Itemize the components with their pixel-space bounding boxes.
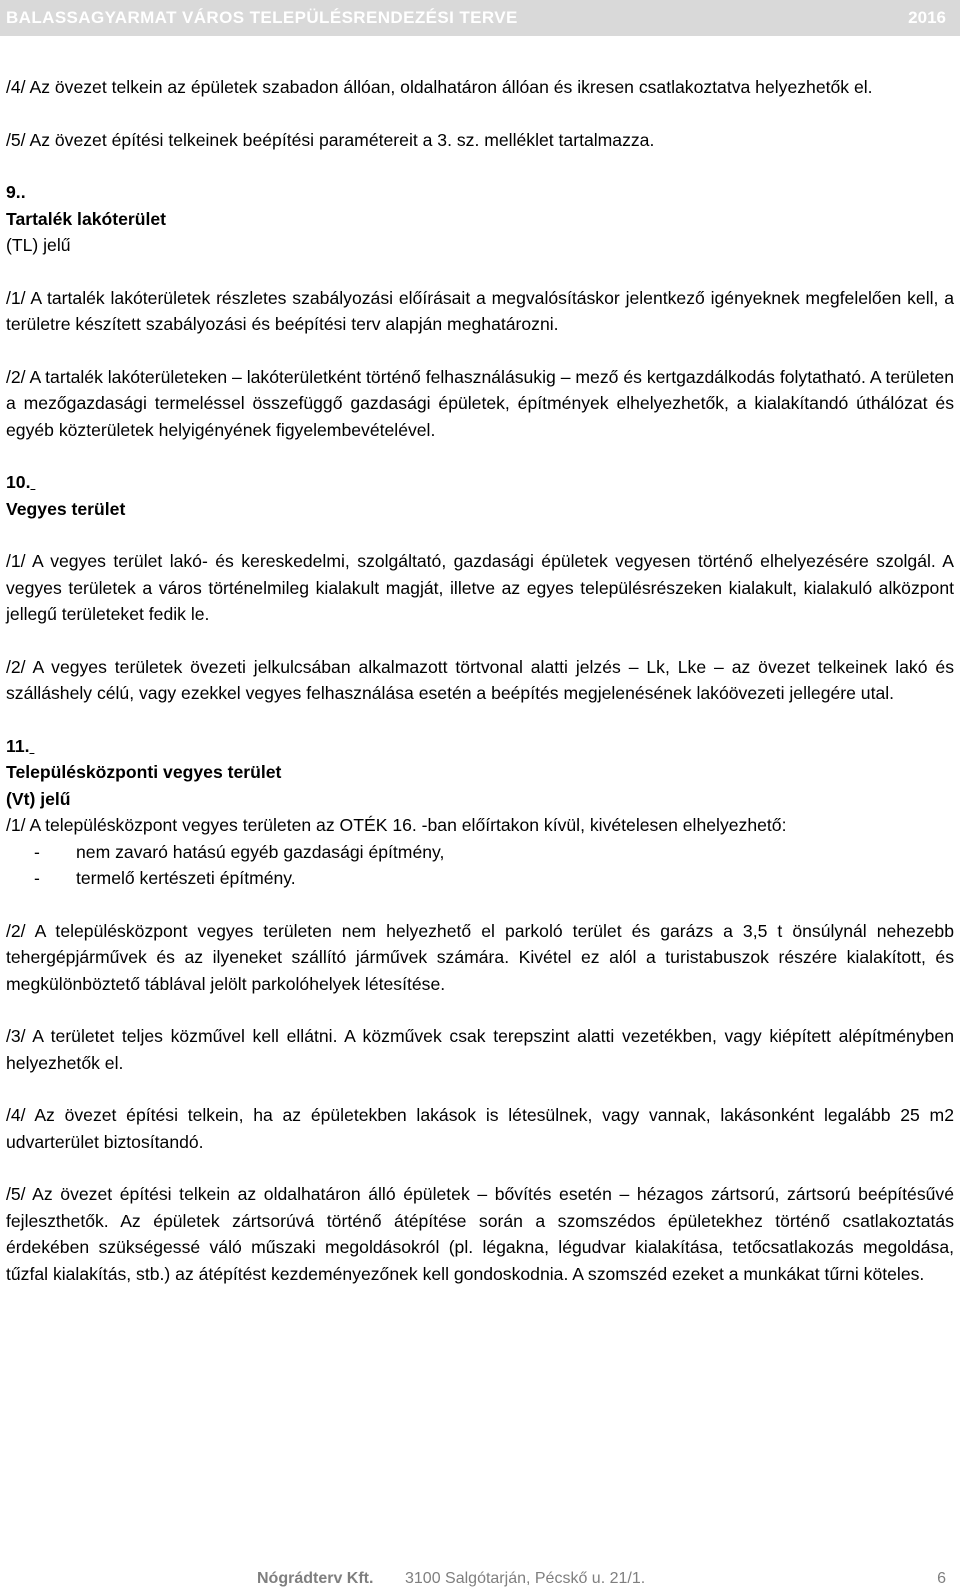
section-9-number: 9.. (6, 182, 26, 202)
paragraph-5: /5/ Az övezet építési telkeinek beépítési paramétereit a 3. sz. melléklet tartalmazza. (6, 129, 655, 150)
document-title: BALASSAGYARMAT VÁROS TELEPÜLÉSRENDEZÉSI TERVE (6, 8, 518, 27)
section-10-paragraph-2: /2/ A vegyes területek övezeti jelkulcsában alkalmazott törtvonal alatti jelzés – Lk, Lke – az övezet telkeinek lakó és szálláshely célú, vagy ezekkel vegyes felhasználása esetén a beépítés megjelenésének lakóövezeti jellegére utal. (6, 656, 954, 703)
footer-address: 3100 Salgótarján, Pécskő u. 21/1. (405, 1570, 646, 1587)
section-11-paragraph-4: /4/ Az övezet építési telkein, ha az épületekben lakások is létesülnek, vagy vannak, lakásonként legalább 25 m2 udvarterület biztosítandó. (6, 1105, 954, 1152)
section-11-paragraph-3: /3/ A területet teljes közművel kell ellátni. A közművek csak terepszint alatti vezetékben, vagy kiépített alépítményben helyezhetők el. (6, 1026, 954, 1073)
document-year: 2016 (908, 8, 946, 27)
section-11-subtitle: (Vt) jelű (6, 788, 71, 809)
page-footer (0, 1570, 960, 1593)
section-11-list (6, 839, 954, 892)
section-11-paragraph-1: /1/ A településközpont vegyes területen az OTÉK 16. -ban előírtakon kívül, kivételesen elhelyezhető: (6, 815, 787, 835)
section-9-paragraph-1: /1/ A tartalék lakóterületek részletes szabályozási előírásait a megvalósításkor jelentkező igényeknek megfelelően kell, a területre készített szabályozási és beépítési terv alapján meghatározni. (6, 287, 954, 334)
section-10-paragraph-1: /1/ A vegyes terület lakó- és kereskedelmi, szolgáltató, gazdasági épületek vegyesen történő elhelyezésére szolgál. A vegyes területek a város történelmileg kialakult magját, illetve az egyes településrészeken kialakult, kialakuló alközpont jellegű területeket fedik le. (6, 551, 954, 624)
section-11-paragraph-5: /5/ Az övezet építési telkein az oldalhatáron álló épületek – bővítés esetén – hézagos zártsorú, zártsorú beépítésűvé fejleszthetők. Az épületek zártsorúvá történő átépítése során a szomszédos épületekhez történő csatlakoztatás érdekében szükségessé váló műszaki megoldásokról (pl. légakna, légudvar kialakítása, tetőcsatlakozás megoldása, tűzfal kialakítás, stb.) az átépítést kezdeményezőnek kell gondoskodnia. A szomszéd ezeket a munkákat tűrni köteles. (6, 1184, 954, 1284)
section-11-title: Településközponti vegyes terület (6, 762, 282, 782)
section-11-paragraph-2: /2/ A településközpont vegyes területen nem helyezhető el parkoló terület és garázs a 3,5 t önsúlynál nehezebb tehergépjárművek és az ilyeneket szállító járművek számára. Kivétel ez alól a turistabuszok részére kialakított, és megkülönböztető táblával jelölt parkolóhelyek létesítése. (6, 920, 954, 994)
page-number: 6 (937, 1570, 946, 1587)
paragraph-4: /4/ Az övezet telkein az épületek szabadon állóan, oldalhatáron állóan és ikresen csatlakoztatva helyezhetők el. (6, 77, 873, 97)
section-10-number: 10. (6, 472, 31, 492)
section-10-title: Vegyes terület (6, 498, 126, 519)
section-11-number: 11. (6, 735, 30, 756)
footer-company: Nógrádterv Kft. (257, 1570, 374, 1587)
section-9-title: Tartalék lakóterület (6, 208, 167, 229)
list-item: - nem zavaró hatású egyéb gazdasági építmény, (34, 839, 954, 866)
list-item: - termelő kertészeti építmény. (34, 865, 954, 892)
section-9-paragraph-2: /2/ A tartalék lakóterületeken – lakóterületként történő felhasználásukig – mező és kertgazdálkodás folytatható. A területen a mezőgazdasági termeléssel összefüggő gazdasági épületek, építmények elhelyezhetők, a kialakítandó úthálózat és egyéb közterületek helyigényének figyelembevételével. (6, 366, 954, 440)
page-header (0, 0, 960, 36)
section-9-subtitle: (TL) jelű (6, 235, 71, 255)
document-body (6, 74, 954, 1287)
